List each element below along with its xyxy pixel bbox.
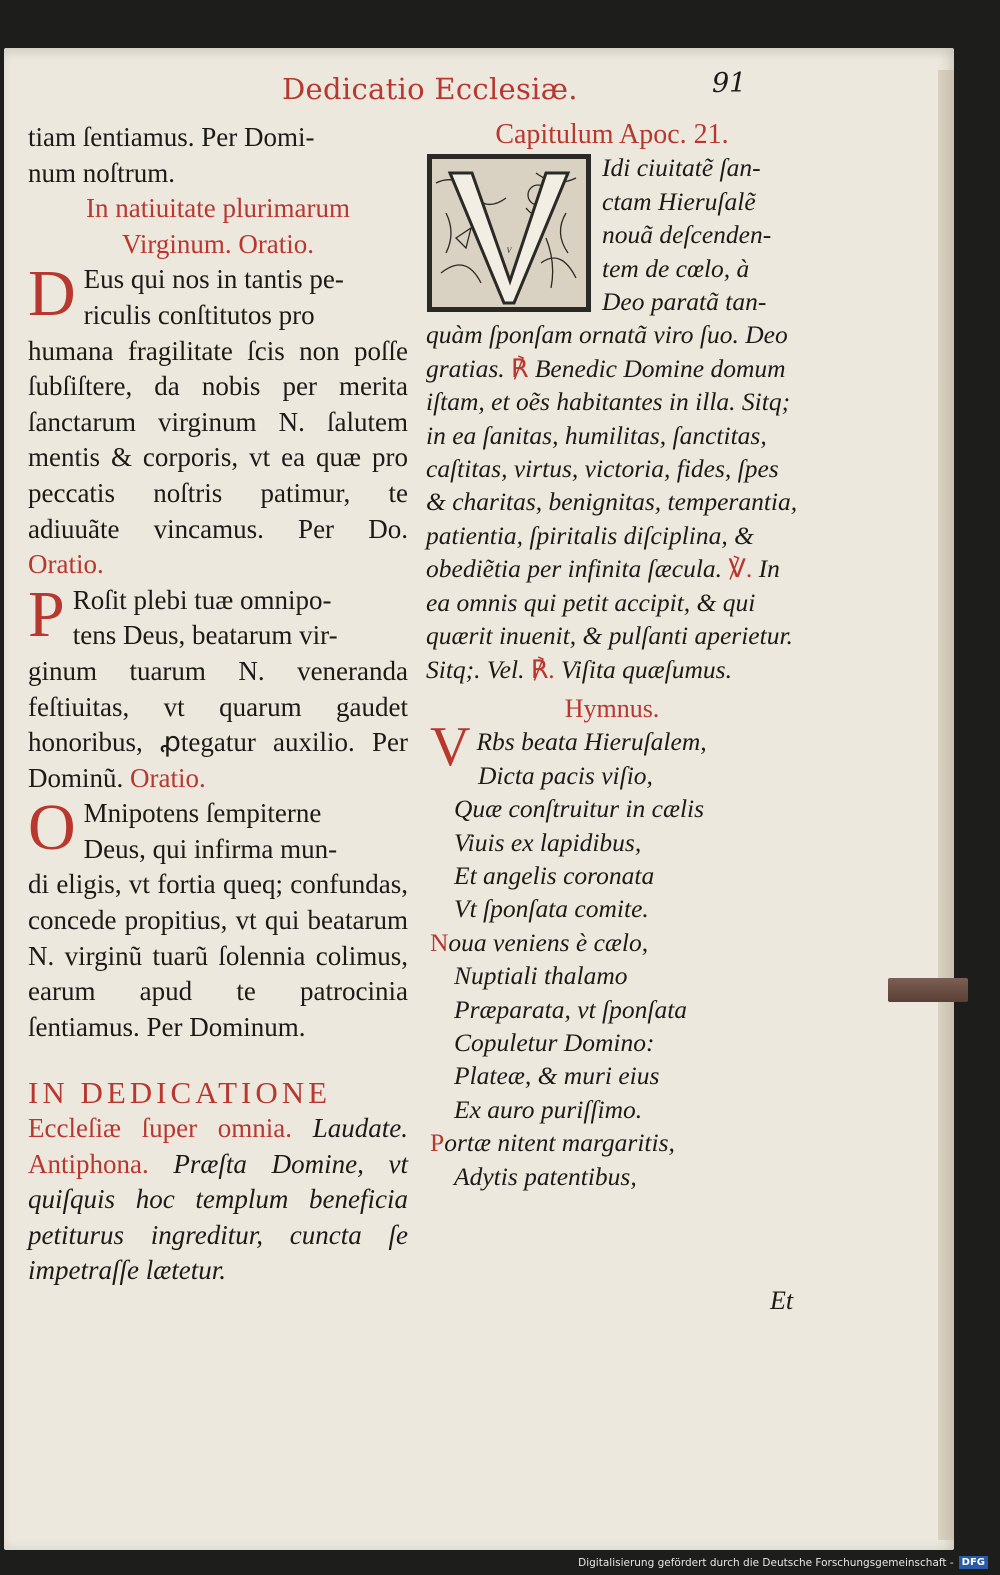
text-span: Idi ciuitatẽ ſan-: [602, 153, 761, 183]
stanza-initial: P: [430, 1128, 445, 1158]
left-column: [28, 120, 408, 1289]
text-span: quàm ſponſam ornatã viro ſuo. Deo gratias.: [426, 320, 788, 383]
hymn-verse: Præparata, vt ſponſata: [454, 994, 688, 1024]
response-symbol: ℟: [511, 353, 529, 383]
capitulum-heading: Capitulum Apoc. 21.: [495, 119, 729, 150]
rubric-heading: Virginum. Oratio.: [121, 228, 315, 259]
rubric-antiphona: Antiphona.: [28, 1148, 149, 1179]
dedication-paragraph: [28, 1111, 408, 1289]
oratio-paragraph: [28, 791, 408, 1045]
drop-cap: D: [28, 257, 76, 331]
antiphon-text: Præſta Domine, vt quiſquis hoc templum beneficia petiturus ingreditur, cuncta ſe impetraſſe lætetur.: [28, 1148, 408, 1286]
rubric-heading: In natiuitate plurimarum: [86, 193, 350, 224]
text-span: Deo paratã tan-: [602, 287, 767, 317]
drop-cap: V: [430, 716, 471, 779]
text-span: humana fragilitate ſcis non poſſe ſubſiſtere, da nobis per merita ſanctarum virginum N. ſalutem mentis & corporis, vt ea quæ pro peccatis noſtris patimur, te adiuuãte vincamus. Per Do.: [28, 335, 408, 544]
folio-number: 91: [712, 68, 747, 99]
response-text: Viſita quæſumus.: [561, 654, 732, 684]
drop-cap: O: [28, 791, 76, 865]
rubric-oratio: Oratio.: [28, 549, 104, 580]
hymn-verse: Viuis ex lapidibus,: [454, 827, 642, 857]
text-span: Roſit plebi tuæ omnipo-: [72, 584, 332, 615]
right-column: [426, 118, 798, 1193]
text-line: num noſtrum.: [28, 157, 175, 188]
text-span: tem de cœlo, à: [602, 253, 750, 283]
digitization-credit: [578, 1556, 988, 1569]
hymn-verse: Dicta pacis viſio,: [478, 760, 653, 790]
hymn-verse: [430, 926, 798, 959]
rubric-text: Eccleſiæ ſuper omnia.: [28, 1113, 293, 1144]
capitulum-paragraph: [426, 151, 798, 686]
text-span: riculis conſtitutos pro: [83, 299, 315, 330]
response-text: Benedic Domine domum iſtam, et oẽs habitantes in illa. Sitq; in ea ſanitas, humilitas, ſanctitas, caſtitas, virtus, victoria, fides, ſpes & charitas, benignitas, temperantia, patientia, ſpiritalis diſciplina, & obediẽtia per infinita ſæcula.: [426, 353, 798, 584]
hymn-verse: Rbs beata Hieruſalem,: [476, 727, 707, 757]
text-span: Eus qui nos in tantis pe-: [83, 264, 344, 295]
versicle-symbol: ℣.: [728, 554, 753, 584]
stanza-initial: N: [430, 927, 449, 957]
woodcut-letter: V: [506, 246, 512, 256]
running-head: Dedicatio Ecclesiæ.: [282, 72, 578, 106]
hymn-verse: Plateæ, & muri eius: [454, 1061, 660, 1091]
response-symbol: ℟.: [530, 654, 555, 684]
hymn-verse: Vt ſponſata comite.: [454, 894, 649, 924]
text-span: tens Deus, beatarum vir-: [72, 620, 338, 651]
hymn-verse: Ex auro puriſſimo.: [454, 1094, 643, 1124]
text-span: ginum tuarum N. veneranda feſtiuitas, vt quarum gaudet honoribus, ꝓtegatur auxilio. Per Dominũ.: [28, 655, 408, 793]
rubric-oratio: Oratio.: [130, 762, 206, 793]
text-span: ortæ nitent margaritis,: [444, 1128, 675, 1158]
hymn-verse: Quæ conſtruitur in cælis: [454, 794, 705, 824]
catchword: Et: [770, 1286, 794, 1315]
text-span: di eligis, vt fortia queq; confundas, concede propitius, vt qui beatarum N. virginũ tuarũ ſolennia colimus, earum apud te patrocinia ſentiamus. Per Dominum.: [28, 869, 408, 1042]
hymn-verse: Nuptiali thalamo: [454, 961, 628, 991]
hymn-stanza: [426, 1126, 798, 1193]
page-edge: [938, 70, 954, 1540]
text-span: ctam Hieruſalẽ: [602, 186, 756, 216]
hymn-verse: Et angelis coronata: [454, 860, 655, 890]
hymn-stanza: [426, 926, 798, 1126]
text-line: tiam ſentiamus. Per Domi-: [28, 122, 315, 152]
hymn-heading: Hymnus.: [564, 693, 660, 723]
hymn-stanza: [426, 716, 798, 925]
ribbon-bookmark: [888, 978, 968, 1002]
text-span: Mnipotens ſempiterne: [83, 798, 322, 829]
hymn-verse: Adytis patentibus,: [454, 1161, 637, 1191]
oratio-paragraph: [28, 257, 408, 582]
dfg-logo: DFG: [959, 1556, 988, 1569]
section-heading: IN DEDICATIONE: [28, 1075, 332, 1111]
versicle-text: In ea omnis qui petit accipit, & qui quærit inuenit, & pulſanti aperietur. Sitq;. Vel.: [426, 554, 793, 684]
text-span: Laudate.: [312, 1113, 408, 1144]
credit-text: Digitalisierung gefördert durch die Deutsche Forschungsgemeinschaft -: [578, 1556, 954, 1569]
hymn-verse: [430, 1126, 798, 1159]
drop-cap: P: [28, 577, 65, 651]
oratio-paragraph: [28, 577, 408, 797]
text-span: nouã deſcenden-: [602, 220, 772, 250]
hymn-verse: Copuletur Domino:: [454, 1027, 655, 1057]
text-span: Deus, qui infirma mun-: [83, 833, 338, 864]
text-span: oua veniens è cælo,: [448, 927, 649, 957]
woodcut-initial-v: [426, 153, 592, 313]
